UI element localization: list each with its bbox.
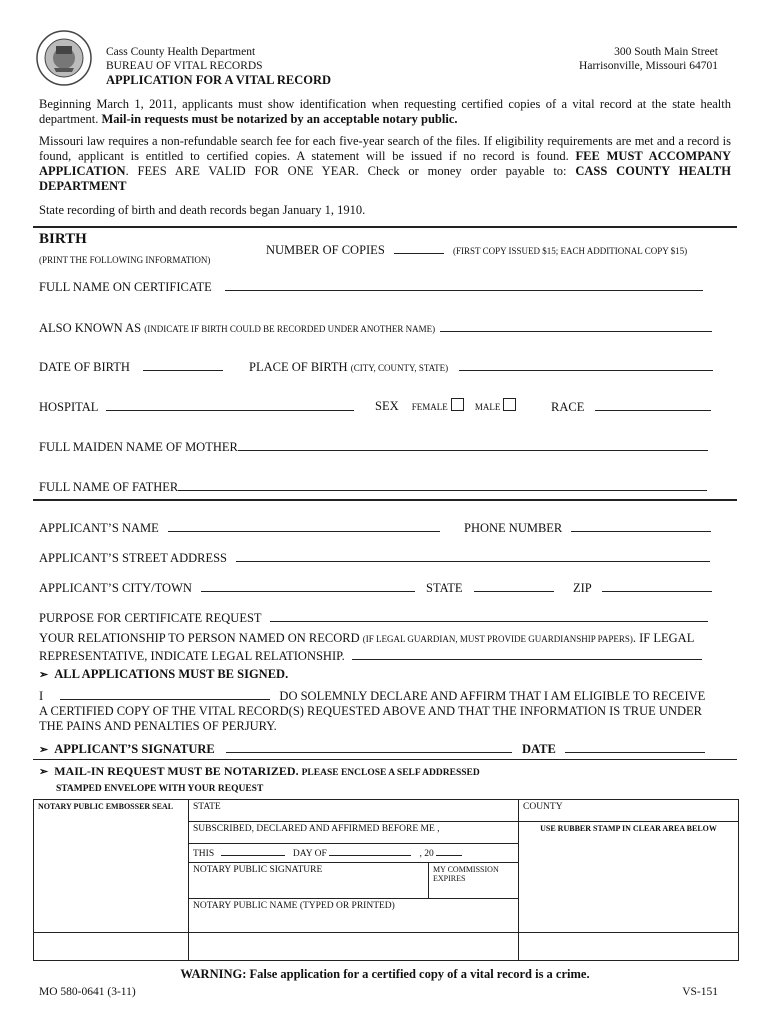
subscribed-label: SUBSCRIBED, DECLARED AND AFFIRMED BEFORE ME , — [189, 822, 519, 844]
bureau-name: BUREAU OF VITAL RECORDS — [106, 60, 263, 72]
male-checkbox[interactable] — [503, 398, 516, 411]
address-line-1: 300 South Main Street — [614, 46, 718, 58]
date-input[interactable] — [565, 740, 705, 753]
form-number: MO 580-0641 (3-11) — [39, 986, 136, 998]
father-row: FULL NAME OF FATHER — [39, 478, 707, 495]
commission-expires-field[interactable]: MY COMMISSION EXPIRES — [429, 863, 519, 899]
street-input[interactable] — [236, 549, 710, 562]
declaration-text: I DO SOLEMNLY DECLARE AND AFFIRM THAT I AM ELIGIBLE TO RECEIVE A CERTIFIED COPY OF THE VITAL RECORD(S) REQUESTED ABOVE AND THAT THE INFORMATION IS TRUE UNDER THE PAINS AND PENALTIES OF PERJURY. — [39, 689, 706, 733]
state-input[interactable] — [474, 579, 554, 592]
section-divider — [33, 759, 737, 760]
hospital-input[interactable] — [106, 398, 354, 411]
department-name: Cass County Health Department — [106, 46, 256, 58]
city-row: APPLICANT’S CITY/TOWN — [39, 579, 415, 596]
father-input[interactable] — [178, 478, 707, 491]
rubber-stamp-area-bottom — [519, 933, 739, 961]
pob-row: PLACE OF BIRTH (CITY, COUNTY, STATE) — [249, 358, 713, 376]
notary-state-field[interactable]: STATE — [189, 800, 519, 822]
race-row: RACE — [551, 398, 711, 415]
signature-input[interactable] — [226, 740, 512, 753]
mother-row: FULL MAIDEN NAME OF MOTHER — [39, 438, 708, 455]
section-divider — [33, 226, 737, 228]
form-code: VS-151 — [682, 986, 718, 998]
date-row: DATE — [522, 740, 705, 757]
section-divider — [33, 499, 737, 501]
purpose-row: PURPOSE FOR CERTIFICATE REQUEST — [39, 609, 708, 626]
aka-input[interactable] — [440, 319, 712, 332]
form-title: APPLICATION FOR A VITAL RECORD — [106, 73, 332, 87]
arrow-icon: ➢ — [39, 744, 49, 756]
hospital-row: HOSPITAL — [39, 398, 354, 415]
state-seal — [36, 30, 92, 86]
notary-year-input[interactable] — [436, 846, 462, 856]
embosser-seal-area[interactable]: NOTARY PUBLIC EMBOSSER SEAL — [34, 800, 189, 933]
relationship-row: YOUR RELATIONSHIP TO PERSON NAMED ON RECORD (IF LEGAL GUARDIAN, MUST PROVIDE GUARDIANSHIP PAPERS). IF LEGAL REPRESENTATIVE, INDICATE LEGAL RELATIONSHIP. — [39, 631, 731, 664]
purpose-input[interactable] — [270, 609, 708, 622]
copies-input[interactable] — [394, 241, 444, 254]
notary-table — [33, 799, 739, 961]
print-note: (PRINT THE FOLLOWING INFORMATION) — [39, 255, 211, 265]
aka-row: ALSO KNOWN AS (INDICATE IF BIRTH COULD BE RECORDED UNDER ANOTHER NAME) — [39, 319, 712, 337]
birth-heading: BIRTH — [39, 231, 87, 247]
embosser-seal-area-bottom — [34, 933, 189, 961]
relationship-input[interactable] — [352, 647, 702, 660]
mother-input[interactable] — [238, 438, 708, 451]
street-row: APPLICANT’S STREET ADDRESS — [39, 549, 710, 566]
city-input[interactable] — [201, 579, 415, 592]
female-checkbox[interactable] — [451, 398, 464, 411]
notary-date-row: THIS DAY OF , 20 — [189, 844, 519, 863]
applicant-name-input[interactable] — [168, 519, 440, 532]
intro-paragraph-2: Missouri law requires a non-refundable search fee for each five-year search of the files. If eligibility requirements are met and a record is found, applicant is entitled to certified copies. A statement will be issued if no record is found. FEE MUST ACCOMPANY APPLICATION. FEES ARE VALID FOR ONE YEAR. Check or money order payable to: CASS COUNTY HEALTH DEPARTMENT — [39, 134, 731, 193]
notary-month-input[interactable] — [329, 846, 411, 856]
notarized-row: ➢ MAIL-IN REQUEST MUST BE NOTARIZED. PLEASE ENCLOSE A SELF ADDRESSED — [39, 764, 480, 778]
declarant-name-input[interactable] — [60, 687, 270, 700]
rubber-stamp-area[interactable]: USE RUBBER STAMP IN CLEAR AREA BELOW — [519, 822, 739, 933]
must-sign-row: ➢ ALL APPLICATIONS MUST BE SIGNED. — [39, 667, 289, 681]
notary-blank-area — [189, 933, 519, 961]
copies-row: NUMBER OF COPIES (FIRST COPY ISSUED $15; EACH ADDITIONAL COPY $15) — [266, 243, 688, 257]
dob-row: DATE OF BIRTH — [39, 358, 223, 375]
zip-input[interactable] — [602, 579, 712, 592]
arrow-icon: ➢ — [39, 766, 49, 778]
zip-row: ZIP — [573, 579, 712, 596]
applicant-name-row: APPLICANT’S NAME — [39, 519, 440, 536]
notary-name-field[interactable]: NOTARY PUBLIC NAME (TYPED OR PRINTED) — [189, 899, 519, 933]
state-row: STATE — [426, 579, 554, 596]
intro-paragraph-1: Beginning March 1, 2011, applicants must show identification when requesting certified copies of a vital record at the state health department. Mail-in requests must be notarized by an acceptable notary public. — [39, 97, 731, 126]
intro-paragraph-3: State recording of birth and death records began January 1, 1910. — [39, 203, 366, 217]
race-input[interactable] — [595, 398, 711, 411]
notary-county-field[interactable]: COUNTY — [519, 800, 739, 822]
phone-row: PHONE NUMBER — [464, 519, 711, 536]
notary-day-input[interactable] — [221, 846, 285, 856]
signature-row: ➢ APPLICANT’S SIGNATURE — [39, 740, 512, 758]
warning-text: WARNING: False application for a certified copy of a vital record is a crime. — [180, 967, 590, 981]
sex-row: SEX FEMALE MALE — [375, 398, 516, 415]
phone-input[interactable] — [571, 519, 711, 532]
full-name-row: FULL NAME ON CERTIFICATE — [39, 278, 703, 295]
notary-signature-field[interactable]: NOTARY PUBLIC SIGNATURE — [189, 863, 429, 899]
stamped-envelope-note: STAMPED ENVELOPE WITH YOUR REQUEST — [56, 784, 264, 794]
dob-input[interactable] — [143, 358, 223, 371]
pob-input[interactable] — [459, 358, 713, 371]
address-line-2: Harrisonville, Missouri 64701 — [579, 60, 718, 72]
full-name-input[interactable] — [225, 278, 703, 291]
arrow-icon: ➢ — [39, 669, 49, 681]
